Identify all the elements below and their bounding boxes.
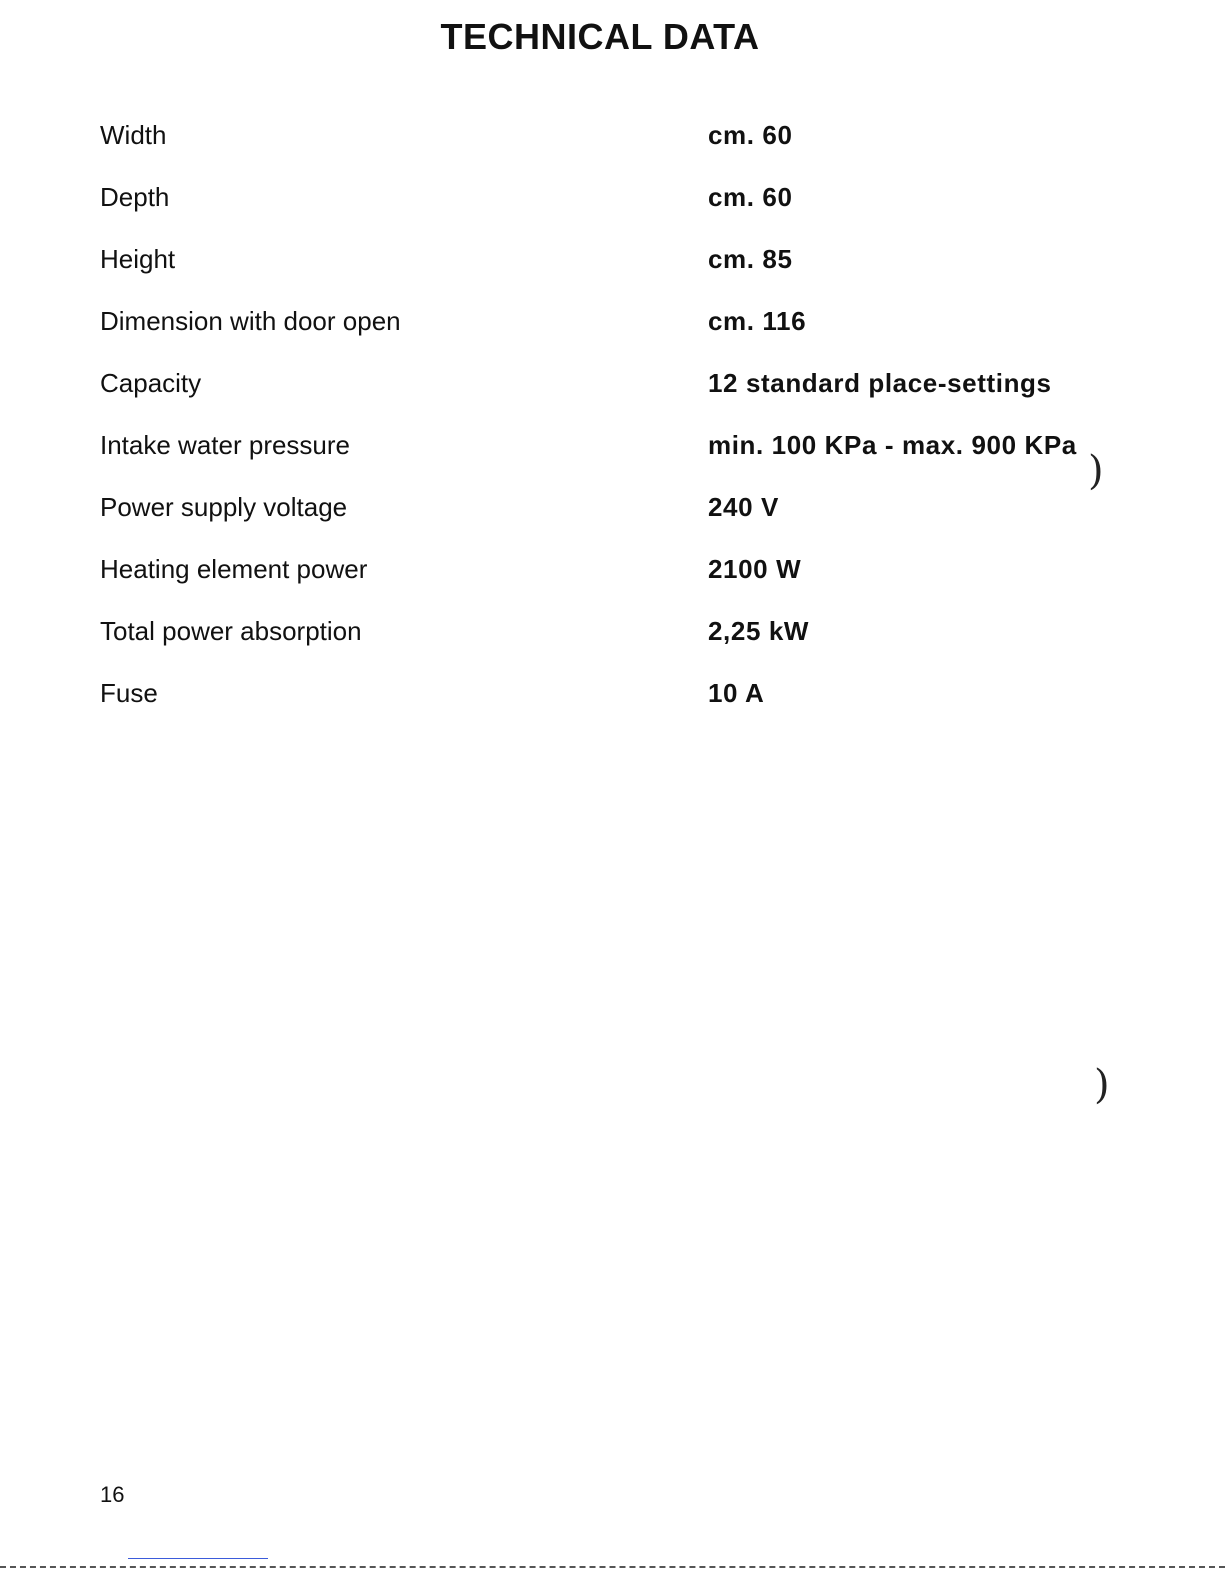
spec-row-water-pressure bbox=[100, 430, 1120, 492]
spec-row-voltage bbox=[100, 492, 1120, 554]
spec-label: Height bbox=[100, 244, 176, 274]
scan-edge-line bbox=[0, 1566, 1225, 1568]
spec-row-depth bbox=[100, 182, 1120, 244]
page-title: TECHNICAL DATA bbox=[440, 16, 760, 57]
spec-label: Power supply voltage bbox=[100, 492, 348, 522]
spec-value: cm. 85 bbox=[708, 244, 793, 274]
spec-value: 12 standard place-settings bbox=[708, 368, 1052, 398]
spec-row-height bbox=[100, 244, 1120, 306]
spec-label: Heating element power bbox=[100, 554, 368, 584]
spec-label: Depth bbox=[100, 182, 170, 212]
spec-value: 10 A bbox=[708, 678, 765, 708]
spec-value: 2100 W bbox=[708, 554, 802, 584]
spec-row-capacity bbox=[100, 368, 1120, 430]
scan-edge-line bbox=[128, 1558, 268, 1559]
spec-value: cm. 60 bbox=[708, 182, 793, 212]
spec-table bbox=[100, 120, 1120, 740]
spec-row-fuse bbox=[100, 678, 1120, 740]
spec-row-width bbox=[100, 120, 1120, 182]
spec-row-heating-power bbox=[100, 554, 1120, 616]
spec-label: Dimension with door open bbox=[100, 306, 401, 336]
spec-label: Intake water pressure bbox=[100, 430, 351, 460]
scan-binding-mark: ) bbox=[1094, 1062, 1110, 1108]
spec-value: 2,25 kW bbox=[708, 616, 810, 646]
spec-row-door-open bbox=[100, 306, 1120, 368]
spec-label: Capacity bbox=[100, 368, 202, 398]
spec-row-total-power bbox=[100, 616, 1120, 678]
spec-value: cm. 116 bbox=[708, 306, 807, 336]
page-number: 16 bbox=[100, 1482, 125, 1507]
spec-value: min. 100 KPa - max. 900 KPa bbox=[708, 430, 1077, 460]
spec-label: Fuse bbox=[100, 678, 158, 708]
spec-label: Width bbox=[100, 120, 167, 150]
scan-binding-mark: ) bbox=[1088, 448, 1104, 494]
spec-value: cm. 60 bbox=[708, 120, 793, 150]
spec-value: 240 V bbox=[708, 492, 779, 522]
spec-label: Total power absorption bbox=[100, 616, 362, 646]
